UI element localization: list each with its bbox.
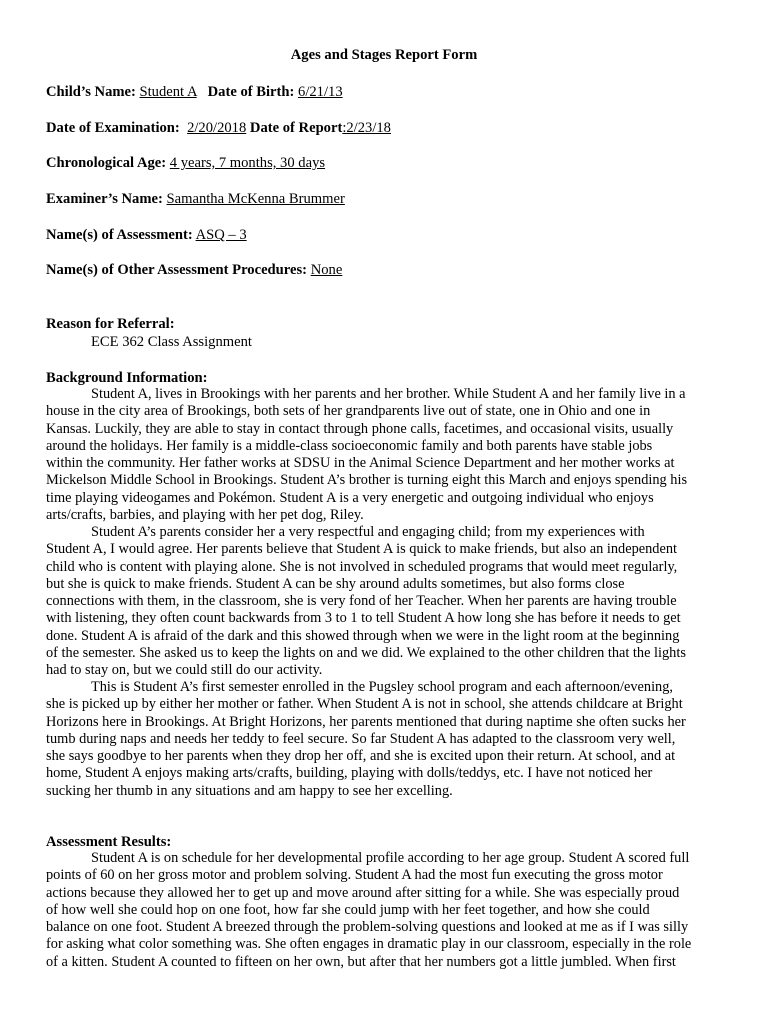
paragraph-line: for asking what color something was. She often engages in dramatic play in our classroom, especially in the role [46,936,692,953]
other-procedures-value: None [310,262,343,278]
paragraph-line: of a kitten. Student A counted to fifteen on her own, but after that her numbers got a little jumbled. When first [46,953,676,970]
child-name-label: Child’s Name: [46,84,136,100]
background-paragraph-2 [46,524,722,679]
assessment-paragraph-1 [46,850,722,971]
paragraph-line: around the holidays. Her family is a middle-class socioeconomic family and both parents have stable jobs [46,437,653,454]
examiner-value: Samantha McKenna Brummer [166,191,345,207]
paragraph-line: Student A, lives in Brookings with her parents and her brother. While Student A and her family live in a [91,386,686,402]
paragraph-line: child who is content with playing alone. She is not involved in scheduled programs that would meet regularly, [46,558,678,575]
exam-date-label: Date of Examination: [46,120,180,136]
paragraph-line: within the community. Her father works at SDSU in the Animal Science Department and her mother works at [46,455,675,471]
paragraph-line: This is Student A’s first semester enrolled in the Pugsley school program and each afternoon/evening, [91,679,673,695]
child-info-line [46,82,343,102]
paragraph-line: but she is quick to make friends. Student A can be shy around adults sometimes, but also forms close [46,575,625,592]
paragraph-line: connections with them, in the classroom, she is very fond of her Teacher. When her parents are having trouble [46,593,677,609]
paragraph-line: Student A is on schedule for her developmental profile according to her age group. Student A scored full [91,850,690,866]
background-paragraph-3 [46,679,722,800]
paragraph-line: Mickelson Middle School in Brookings. Student A’s brother is turning eight this March and enjoys spending his [46,472,688,489]
report-title: Ages and Stages Report Form [290,47,478,63]
paragraph-line: sucking her thumb in any situations and am happy to see her excelling. [46,782,453,799]
paragraph-line: done. Student A is afraid of the dark and this showed through when we were in the light room at the beginning [46,627,680,644]
dob-value: 6/21/13 [298,84,343,100]
assessment-line [46,225,247,245]
background-heading: Background Information: [46,370,208,386]
examiner-label: Examiner’s Name: [46,191,163,207]
age-label: Chronological Age: [46,155,167,171]
report-date-value: :2/23/18 [342,120,391,136]
age-line [46,153,325,173]
assessment-value: ASQ – 3 [195,227,247,243]
referral-heading: Reason for Referral: [46,316,175,332]
examiner-line [46,189,345,209]
paragraph-line: of the semester. She asked us to keep the lights on and we did. We explained to the other children that the lights [46,644,686,661]
paragraph-line: points of 60 on her gross motor and problem solving. Student A had the most fun executing the gross motor [46,867,663,884]
age-value: 4 years, 7 months, 30 days [169,155,326,171]
paragraph-line: house in the city area of Brookings, both sets of her grandparents live out of state, one in Ohio and one in [46,403,651,420]
other-procedures-line [46,260,342,280]
exam-date-value: 2/20/2018 [187,120,247,136]
paragraph-line: actions because they allowed her to get up and move around after sitting for a while. She was especially proud [46,884,680,901]
paragraph-line: Kansas. Luckily, they are able to stay in contact through phone calls, facetimes, and occasional visits, usually [46,420,674,437]
paragraph-line: had to stay on, but we could still do our activity. [46,662,323,678]
report-date-label: Date of Report [249,120,343,136]
paragraph-line: tumb during naps and needs her teddy to feel secure. So far Student A has adapted to the classroom very well, [46,730,676,747]
child-name-value: Student A [139,84,197,100]
exam-info-line [46,118,391,138]
assessment-results-heading: Assessment Results: [46,834,172,850]
paragraph-line: of how well she could hop on one foot, how far she could jump with her feet together, and how she could [46,901,650,918]
background-paragraph-1 [46,386,722,524]
paragraph-line: Horizons here in Brookings. At Bright Horizons, her parents mentioned that during naptime she often sucks her [46,713,686,730]
paragraph-line: she is picked up by either her mother or father. When Student A is not in school, she attends childcare at Bright [46,696,683,713]
paragraph-line: balance on one foot. Student A breezed through the problem-solving questions and looked at me as if I was silly [46,919,689,935]
paragraph-line: home, Student A enjoys making arts/crafts, building, playing with dolls/teddys, etc. I have not noticed her [46,765,653,782]
dob-label: Date of Birth: [207,84,295,100]
paragraph-line: Student A’s parents consider her a very respectful and engaging child; from my experiences with [91,524,645,540]
assessment-label: Name(s) of Assessment: [46,227,193,243]
paragraph-line: Student A, I would agree. Her parents believe that Student A is quick to make friends, but also an independent [46,541,677,558]
paragraph-line: she says goodbye to her parents when they drop her off, and she is excited upon their return. At school, and at [46,748,676,764]
referral-text: ECE 362 Class Assignment [91,334,252,350]
paragraph-line: arts/crafts, barbies, and playing with her pet dog, Riley. [46,506,364,523]
paragraph-line: with listening, they often count backwards from 3 to 1 to tell Student A how long she has before it needs to get [46,610,681,627]
other-procedures-label: Name(s) of Other Assessment Procedures: [46,262,308,278]
paragraph-line: time playing videogames and Pokémon. Student A is a very energetic and outgoing individual who enjoys [46,489,654,506]
